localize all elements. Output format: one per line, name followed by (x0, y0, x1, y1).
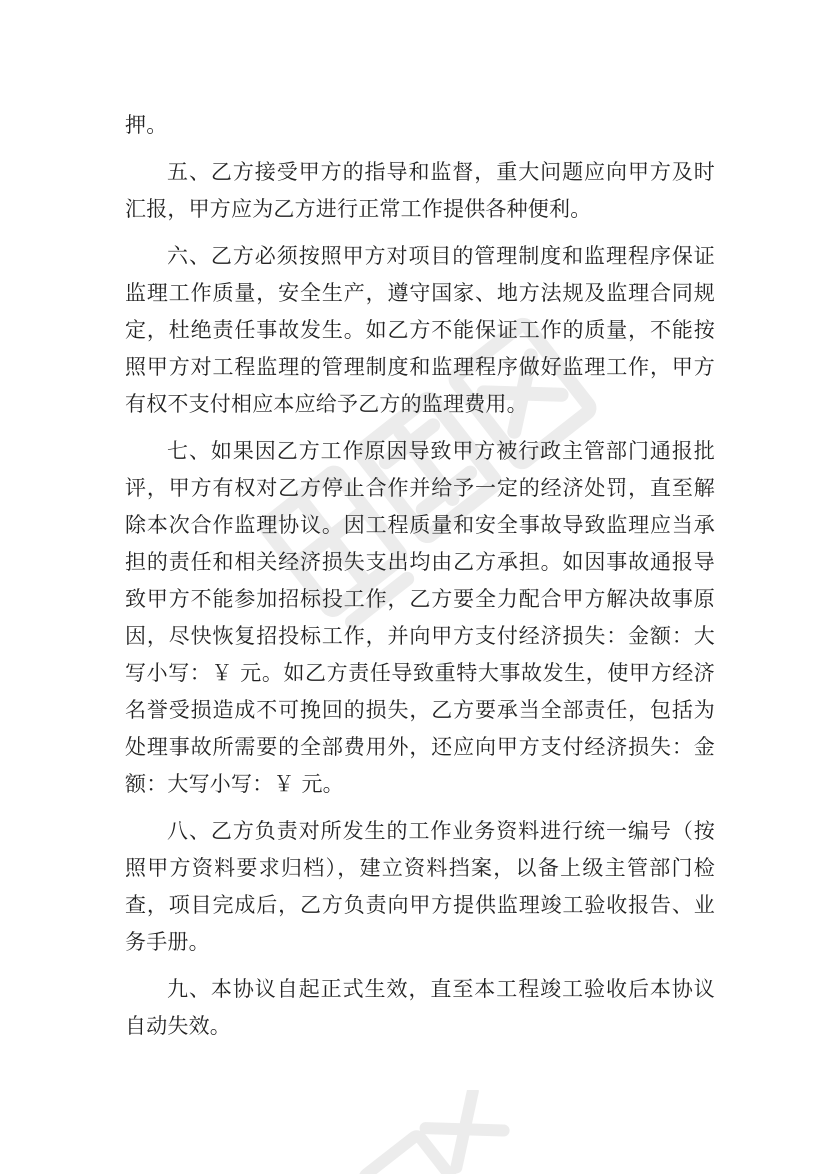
paragraph-clause-5: 五、乙方接受甲方的指导和监督，重大问题应向甲方及时汇报，甲方应为乙方进行正常工作提供各种便利。 (125, 160, 715, 221)
watermark-fragment (320, 1090, 540, 1174)
paragraph-clause-9: 九、本协议自起正式生效，直至本工程竣工验收后本协议自动失效。 (125, 977, 715, 1038)
paragraph-clause-7: 七、如果因乙方工作原因导致甲方被行政主管部门通报批评，甲方有权对乙方停止合作并给予一定的经济处罚，直至解除本次合作监理协议。因工程质量和安全事故导致监理应当承担的责任和相关经济损失支出均由乙方承担。如因事故通报导致甲方不能参加招标投工作，乙方要全力配合甲方解决故事原因，尽快恢复招投标工作，并向甲方支付经济损失：金额：大写小写：￥ 元。如乙方责任导致重特大事故发生，使甲方经济名誉受损造成不可挽回的损失，乙方要承当全部责任，包括为处理事故所需要的全部费用外，还应向甲方支付经济损失：金额：大写小写：￥ 元。 (125, 439, 715, 796)
paragraph-clause-6: 六、乙方必须按照甲方对项目的管理制度和监理程序保证监理工作质量，安全生产，遵守国家、地方法规及监理合同规定，杜绝责任事故发生。如乙方不能保证工作的质量，不能按照甲方对工程监理的管理制度和监理程序做好监理工作，甲方有权不支付相应本应给予乙方的监理费用。 (125, 244, 715, 416)
paragraph-clause-8: 八、乙方负责对所发生的工作业务资料进行统一编号（按照甲方资料要求归档），建立资料挡案，以备上级主管部门检查，项目完成后，乙方负责向甲方提供监理竣工验收报告、业务手册。 (125, 819, 715, 954)
document-body (125, 107, 715, 1055)
paragraph-1: 押。 (125, 113, 168, 137)
